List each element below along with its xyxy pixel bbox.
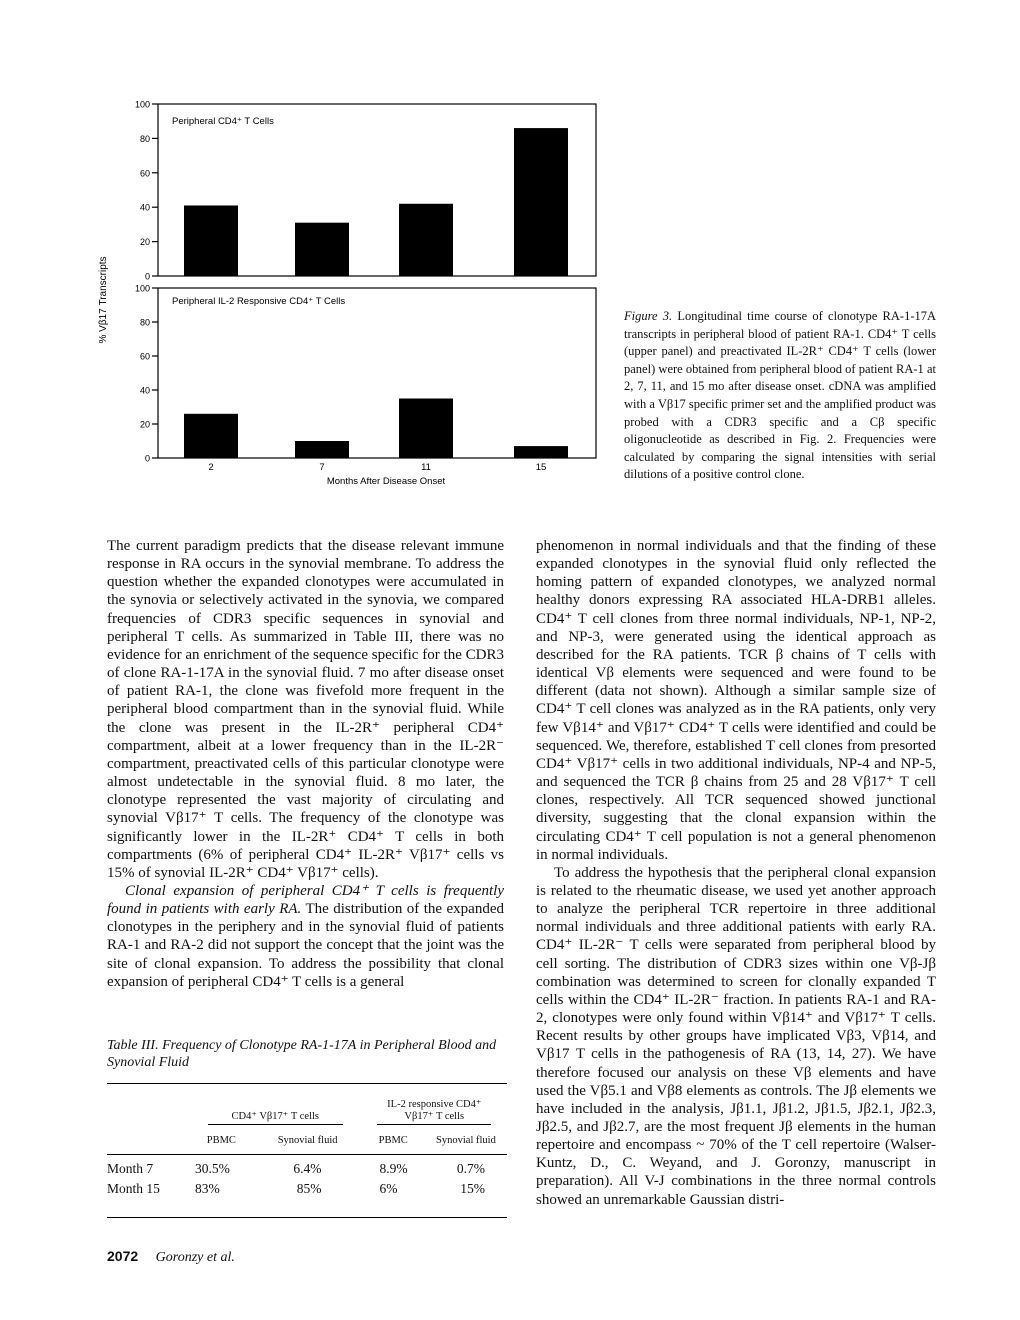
left-paragraph-2 [107,882,504,991]
figure-caption-label: Figure 3. [624,309,673,323]
upper-ytick-label: 60 [139,168,150,179]
figure-3-bar-charts [0,0,620,500]
upper-ytick-label: 20 [139,237,150,248]
x-tick-label: 7 [319,462,325,473]
section-heading-clonal-expansion: Clonal expansion of peripheral CD4⁺ T cells is frequently found in patients with early RA. [107,882,504,918]
group2-label [377,1098,491,1125]
upper-ytick-label: 40 [139,202,150,213]
upper-panel-title: Peripheral CD4⁺ T Cells [172,116,274,127]
lower-bar-month-2 [184,414,238,458]
table-cell: 0.7% [456,1161,485,1176]
row-label: Month 7 [107,1161,154,1176]
subheader-pbmc-2: PBMC [362,1127,425,1155]
table-iii [107,1083,507,1218]
upper-bar-month-15 [514,128,568,276]
table-cell: 85% [254,1179,362,1218]
table-group-header-1 [189,1084,362,1128]
group1-label: CD4⁺ Vβ17⁺ T cells [208,1110,344,1125]
lower-ytick-label: 40 [139,385,150,396]
lower-ytick-label: 60 [139,351,150,362]
right-paragraph-2: To address the hypothesis that the peripheral clonal expansion is related to the rheumatic disease, we used yet another approach to analyze the peripheral TCR repertoire in three additional normal individuals and three additional patients with early RA. CD4⁺ IL-2R⁻ T cells were separated from peripheral blood by cell sorting. The distribution of CDR3 sizes within one Vβ-Jβ combination was determined to screen for clonally expanded T cells within the CD4⁺ IL-2R⁻ fraction. In patients RA-1 and RA-2, clonotypes were only found within Vβ14⁺ and Vβ17⁺ T cells. Recent results by other groups have implicated Vβ3, Vβ14, and Vβ17 T cells in the pathogenesis of RA (13, 14, 27). We have therefore focused our analysis on these Vβ elements and have used the Vβ5.1 and Vβ8 elements as controls. The Jβ elements we have included in the analysis, Jβ1.1, Jβ1.2, Jβ1.5, Jβ2.1, Jβ2.3, Jβ2.5, and Jβ2.7, are the most frequent Jβ elements in the human repertoire and encompass ~ 70% of the T cell repertoire (Walser-Kuntz, D., C. Weyand, and J. Goronzy, manuscript in preparation). All V-J combinations in the three normal controls showed an unremarkable Gaussian distri- [536,864,936,1208]
upper-ytick-label: 80 [139,133,150,144]
table-cell: 6.4% [293,1161,322,1176]
table-cell: 83% [189,1179,254,1218]
upper-panel [135,100,596,282]
right-text-column [536,537,936,1209]
figure-caption-text: Longitudinal time course of clonotype RA-1-17A transcripts in peripheral blood of patient RA-1. CD4⁺ T cells (upper panel) and preactivated IL-2R⁺ CD4⁺ T cells (lower panel) were obtained from peripheral blood of patient RA-1 at 2, 7, 11, and 15 mo after disease onset. cDNA was amplified with a Vβ17 specific primer set and the amplified product was probed with a CDR3 specific and a Cβ specific oligonucleotide as described in Fig. 2. Frequencies were calculated by comparing the signal intensities with serial dilutions of a positive control clone. [624,309,937,482]
lower-ytick-label: 100 [134,283,150,294]
page-footer [107,1248,235,1266]
group2-label-line1: IL-2 responsive CD4⁺ [387,1099,482,1110]
subheader-pbmc-1: PBMC [189,1127,254,1155]
lower-panel [135,284,596,474]
x-tick-label: 15 [535,462,547,473]
lower-ytick-label: 0 [144,453,150,464]
table-cell: 6% [362,1179,425,1218]
table-corner [107,1084,189,1128]
upper-ytick-label: 100 [134,99,150,110]
lower-ytick-label: 20 [139,419,150,430]
row-label: Month 15 [107,1179,189,1218]
x-axis-label: Months After Disease Onset [326,476,446,487]
table-cell: 15% [425,1179,507,1218]
lower-bar-month-7 [295,441,349,458]
lower-bar-month-15 [514,446,568,458]
left-text-column [107,537,504,991]
x-tick-label: 11 [421,462,431,473]
upper-bar-month-2 [184,205,238,276]
subheader-corner [107,1127,189,1155]
table-cell: 8.9% [379,1161,408,1176]
figure-caption [624,308,936,484]
lower-bar-month-11 [399,399,453,459]
group2-label-line2: Vβ17⁺ T cells [404,1111,465,1122]
table-row [107,1155,507,1180]
upper-ytick-label: 0 [144,271,150,282]
lower-ytick-label: 80 [139,317,150,328]
running-authors: Goronzy et al. [155,1250,235,1265]
lower-panel-title: Peripheral IL-2 Responsive CD4⁺ T Cells [172,296,346,307]
subheader-synovial-1: Synovial fluid [254,1127,362,1155]
table-row [107,1179,507,1218]
table-group-header-2 [362,1084,507,1128]
left-paragraph-2-text: The distribution of the expanded clonotypes in the periphery and in the synovial fluid of patients RA-1 and RA-2 did not support the concept that the joint was the site of clonal expansion. To address the possibility that clonal expansion of peripheral CD4⁺ T cells is a general [107,901,504,990]
right-paragraph-1: phenomenon in normal individuals and that the finding of these expanded clonotypes in the synovial fluid only reflected the homing pattern of expanded clonotypes, we analyzed normal healthy donors expressing RA associated HLA-DRB1 alleles. CD4⁺ T cell clones from three normal individuals, NP-1, NP-2, and NP-3, were generated using the identical approach as described for the RA patients. TCR β chains of T cells with identical Vβ elements were sequenced and were found to be different (data not shown). Although a similar sample size of CD4⁺ T cell clones was analyzed as in the RA patients, only very few Vβ14⁺ and Vβ17⁺ CD4⁺ T cells were identified and could be sequenced. We, therefore, established T cell clones from presorted CD4⁺ Vβ17⁺ cells in two additional individuals, NP-4 and NP-5, and sequenced the TCR β chains from 25 and 28 Vβ17⁺ T cell clones, respectively. All TCR sequenced showed junctional diversity, suggesting that the clonal expansion within the circulating CD4⁺ T cell population is not a general phenomenon in normal individuals. [536,538,936,863]
page-number: 2072 [107,1248,139,1264]
x-tick-label: 2 [208,462,214,473]
y-axis-label: % Vβ17 Transcripts [98,256,109,344]
upper-bar-month-11 [399,204,453,276]
table-title: Table III. Frequency of Clonotype RA-1-17A in Peripheral Blood and Synovial Fluid [107,1038,497,1070]
upper-bar-month-7 [295,223,349,276]
subheader-synovial-2: Synovial fluid [425,1127,507,1155]
left-paragraph-1: The current paradigm predicts that the disease relevant immune response in RA occurs in the synovial membrane. To address the question whether the expanded clonotypes were accumulated in the synovia or selectively activated in the synovia, we compared frequencies of CDR3 specific sequences in synovial and peripheral T cells. As summarized in Table III, there was no evidence for an enrichment of the sequence specific for the CDR3 of clone RA-1-17A in the synovial fluid. 7 mo after disease onset of patient RA-1, the clone was fivefold more frequent in the peripheral blood compartment than in the synovial fluid. While the clone was present in the IL-2R⁺ peripheral CD4⁺ compartment, albeit at a lower frequency than in the IL-2R⁻ compartment, preactivated cells of this particular clonotype were almost undetectable in the synovial fluid. 8 mo later, the clonotype represented the vast majority of circulating and synovial Vβ17⁺ T cells. The frequency of the clonotype was significantly lower in the IL-2R⁺ CD4⁺ T cells in both compartments (6% of peripheral CD4⁺ IL-2R⁺ Vβ17⁺ cells vs 15% of synovial IL-2R⁺ CD4⁺ Vβ17⁺ cells). [107,538,504,881]
table-cell: 30.5% [195,1161,230,1176]
